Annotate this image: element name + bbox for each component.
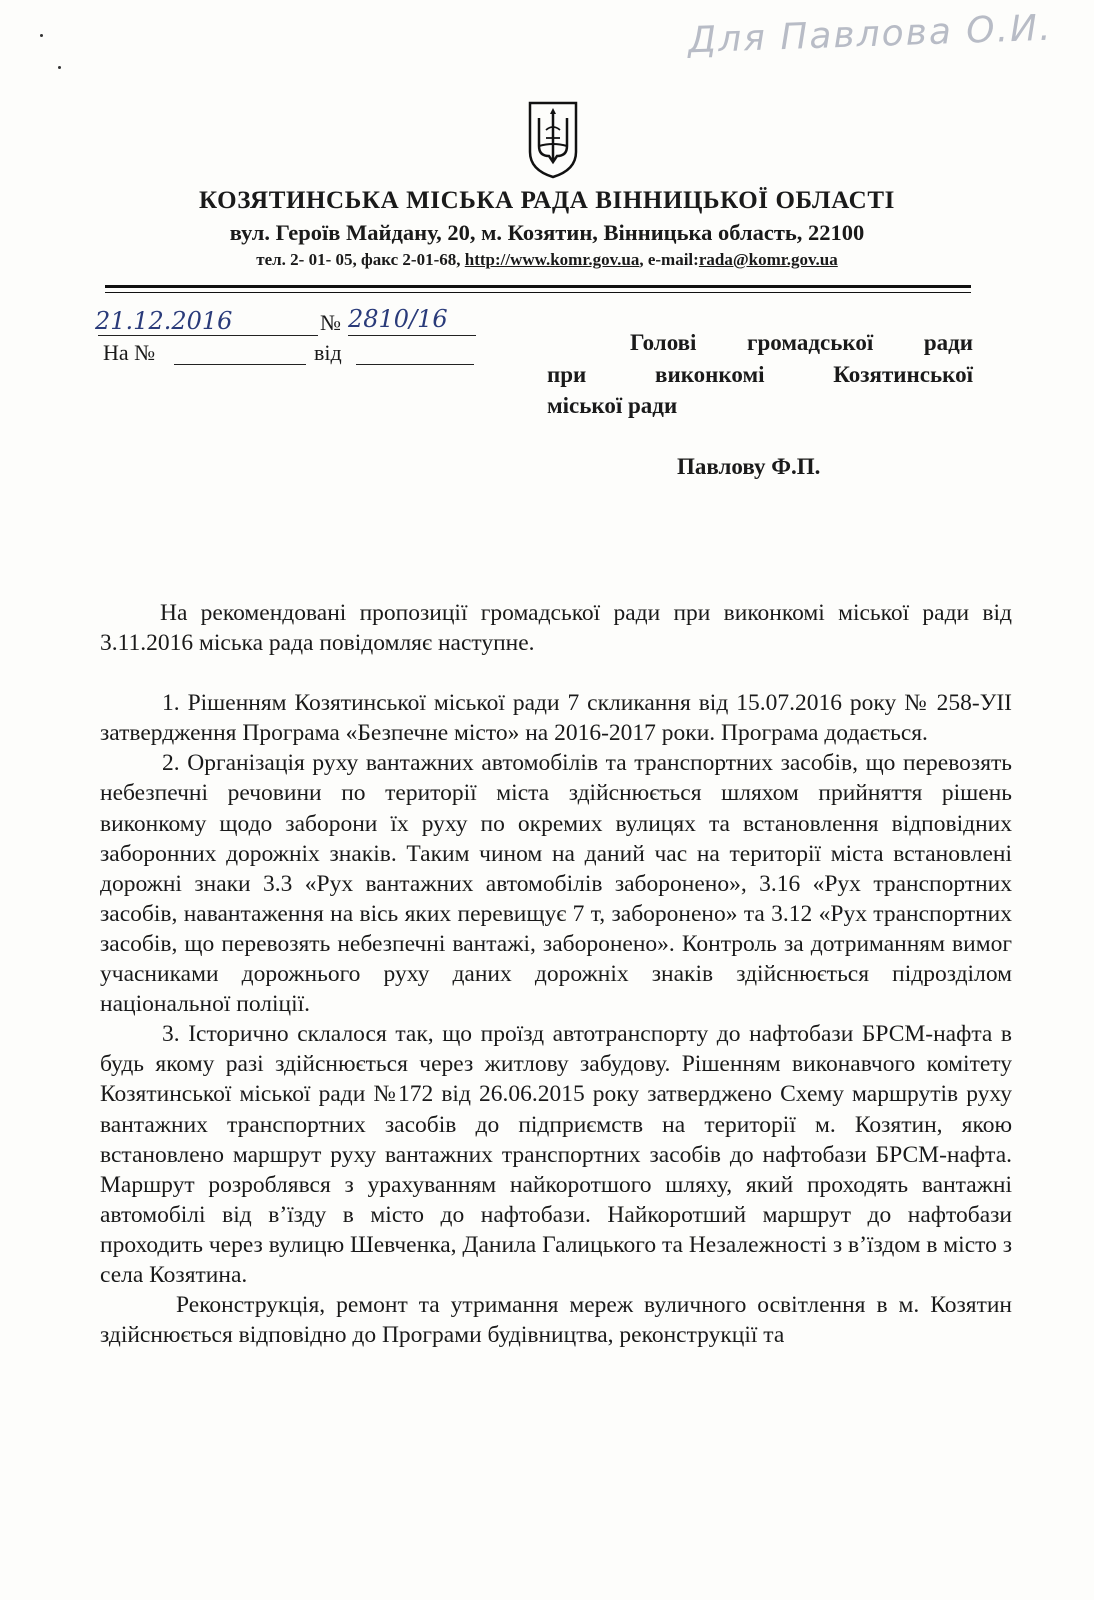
letter-body: [100, 598, 1012, 1350]
item-4-paragraph: Реконструкція, ремонт та утримання мереж вуличного освітлення в м. Козятин здійснюється відповідно до Програми будівництва, реконструкції та: [100, 1292, 1012, 1349]
addressee-name: Павлову Ф.П.: [677, 454, 821, 479]
addressee-line-2: при виконкомі Козятинської: [547, 362, 973, 387]
number-sign: №: [320, 310, 341, 335]
addressee-line-1: Голові громадської ради: [630, 330, 973, 355]
date-line: [98, 335, 318, 336]
header-divider: [105, 285, 971, 288]
handwritten-note: Для Павлова О.И.: [687, 7, 1054, 62]
email-label: , e-mail:: [639, 250, 699, 269]
coat-of-arms-icon: [527, 100, 579, 180]
ref-number-label: На №: [103, 340, 156, 365]
number-line: [348, 335, 476, 336]
item-3-paragraph: 3. Історично склалося так, що проїзд автотранспорту до нафтобази БРСМ-нафта в будь якому разі здійснюється через житлову забудову. Рішенням виконавчого комітету Козятинської міської ради №172 від 26.06.2015 року затверджено Схему маршрутів руху вантажних транспортних засобів до підприємств на території м. Козятин, якою встановлено маршрут руху вантажних транспортних засобів до нафтобази БРСМ-нафта. Маршрут розроблявся з урахуванням найкоротшого шляху, який проходять вантажні автомобілі від в’їзду в місто до нафтобази. Найкоротший маршрут до нафтобази проходить через вулицю Шевченка, Данила Галицького та Незалежності з в’їздом в місто з села Козятина.: [100, 1021, 1012, 1288]
email-link[interactable]: rada@komr.gov.ua: [698, 250, 838, 269]
phone-fax: тел. 2- 01- 05, факс 2-01-68,: [256, 250, 465, 269]
ref-date-line: [356, 364, 474, 365]
addressee-line-3: міської ради: [547, 393, 678, 418]
scan-speck: [40, 34, 43, 37]
scan-speck: [58, 66, 61, 69]
header-divider-thin: [105, 292, 971, 293]
website-link[interactable]: http://www.komr.gov.ua: [464, 250, 640, 269]
item-2-paragraph: 2. Організація руху вантажних автомобілів та транспортних засобів, що перевозять небезпечні речовини по території міста здійснюється шляхом прийняття рішень виконкому щодо заборони їх руху по окремих вулицях та встановлення відповідних заборонних дорожніх знаків. Таким чином на даний час на території міста встановлені дорожні знаки 3.3 «Рух вантажних автомобілів заборонено», 3.16 «Рух транспортних засобів, навантаження на вісь яких перевищує 7 т, заборонено» та 3.12 «Рух транспортних засобів, що перевозять небезпечні вантажі, заборонено». Контроль за дотриманням вимог учасниками дорожнього руху даних дорожніх знаків здійснюється підрозділом національної поліції.: [100, 750, 1012, 1018]
item-1-paragraph: 1. Рішенням Козятинської міської ради 7 скликання від 15.07.2016 року № 258-УІІ затвердження Програма «Безпечне місто» на 2016-2017 роки. Програма додається.: [100, 690, 1012, 747]
organization-contacts: [0, 250, 1094, 270]
intro-paragraph: На рекомендовані пропозиції громадської ради при виконкомі міської ради від 3.11.2016 міська рада повідомляє наступне.: [100, 600, 1012, 657]
organization-name: КОЗЯТИНСЬКА МІСЬКА РАДА ВІННИЦЬКОЇ ОБЛАСТІ: [199, 187, 895, 214]
outgoing-number: 2810/16: [348, 305, 448, 333]
outgoing-date: 21.12.2016: [95, 307, 233, 335]
organization-address: вул. Героїв Майдану, 20, м. Козятин, Вінницька область, 22100: [229, 220, 865, 245]
ref-date-label: від: [314, 340, 342, 365]
ref-number-line: [174, 364, 306, 365]
